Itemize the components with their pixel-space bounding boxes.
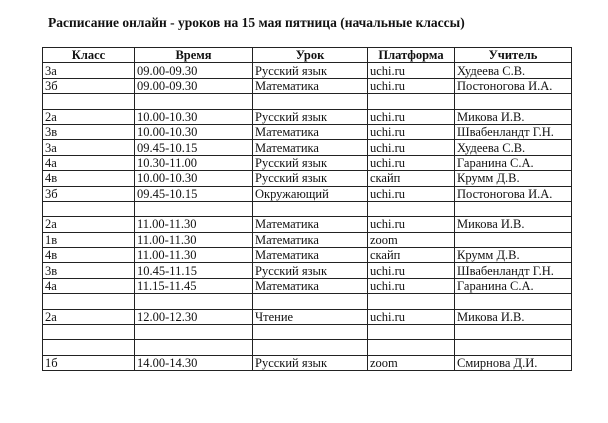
table-row bbox=[43, 201, 572, 216]
cell-lesson: Окружающий bbox=[253, 186, 368, 201]
cell-teacher: Гаранина С.А. bbox=[455, 155, 572, 170]
schedule-table bbox=[42, 47, 572, 371]
cell-teacher bbox=[455, 94, 572, 109]
cell-class bbox=[43, 201, 135, 216]
header-lesson: Урок bbox=[253, 48, 368, 63]
cell-time: 10.45-11.15 bbox=[135, 263, 253, 278]
cell-teacher: Худеева С.В. bbox=[455, 63, 572, 78]
cell-class: 3в bbox=[43, 124, 135, 139]
table-row bbox=[43, 340, 572, 355]
cell-time bbox=[135, 325, 253, 340]
cell-lesson bbox=[253, 340, 368, 355]
table-row bbox=[43, 217, 572, 232]
table-row bbox=[43, 278, 572, 293]
cell-lesson: Математика bbox=[253, 278, 368, 293]
cell-platform bbox=[368, 294, 455, 309]
table-row bbox=[43, 263, 572, 278]
table-row bbox=[43, 124, 572, 139]
schedule-body bbox=[43, 63, 572, 371]
cell-class bbox=[43, 294, 135, 309]
cell-platform bbox=[368, 94, 455, 109]
cell-lesson: Математика bbox=[253, 78, 368, 93]
cell-time: 12.00-12.30 bbox=[135, 309, 253, 324]
table-row bbox=[43, 232, 572, 247]
cell-class: 1б bbox=[43, 355, 135, 370]
cell-teacher bbox=[455, 232, 572, 247]
cell-lesson: Математика bbox=[253, 232, 368, 247]
cell-time bbox=[135, 201, 253, 216]
cell-class: 3а bbox=[43, 140, 135, 155]
table-row bbox=[43, 140, 572, 155]
cell-teacher: Смирнова Д.И. bbox=[455, 355, 572, 370]
cell-lesson: Математика bbox=[253, 248, 368, 263]
cell-time: 09.00-09.30 bbox=[135, 63, 253, 78]
cell-lesson: Математика bbox=[253, 217, 368, 232]
cell-lesson: Русский язык bbox=[253, 171, 368, 186]
cell-time: 11.00-11.30 bbox=[135, 248, 253, 263]
cell-platform: uchi.ru bbox=[368, 109, 455, 124]
cell-platform: uchi.ru bbox=[368, 186, 455, 201]
cell-class: 4а bbox=[43, 278, 135, 293]
table-row bbox=[43, 155, 572, 170]
cell-time bbox=[135, 294, 253, 309]
cell-class: 4в bbox=[43, 171, 135, 186]
cell-class bbox=[43, 340, 135, 355]
cell-lesson: Математика bbox=[253, 140, 368, 155]
cell-platform: uchi.ru bbox=[368, 124, 455, 139]
cell-lesson: Чтение bbox=[253, 309, 368, 324]
table-row bbox=[43, 63, 572, 78]
cell-lesson: Математика bbox=[253, 124, 368, 139]
cell-class bbox=[43, 94, 135, 109]
cell-time: 11.15-11.45 bbox=[135, 278, 253, 293]
cell-time: 09.45-10.15 bbox=[135, 140, 253, 155]
cell-lesson: Русский язык bbox=[253, 355, 368, 370]
cell-platform: zoom bbox=[368, 232, 455, 247]
table-row bbox=[43, 186, 572, 201]
header-teacher: Учитель bbox=[455, 48, 572, 63]
cell-class: 4в bbox=[43, 248, 135, 263]
cell-time: 11.00-11.30 bbox=[135, 217, 253, 232]
cell-teacher: Микова И.В. bbox=[455, 309, 572, 324]
cell-platform: скайп bbox=[368, 248, 455, 263]
table-row bbox=[43, 248, 572, 263]
cell-platform bbox=[368, 325, 455, 340]
cell-teacher bbox=[455, 340, 572, 355]
cell-time: 10.00-10.30 bbox=[135, 109, 253, 124]
cell-teacher: Постоногова И.А. bbox=[455, 186, 572, 201]
cell-platform: скайп bbox=[368, 171, 455, 186]
cell-time: 09.00-09.30 bbox=[135, 78, 253, 93]
table-row bbox=[43, 109, 572, 124]
cell-time: 09.45-10.15 bbox=[135, 186, 253, 201]
cell-class: 3в bbox=[43, 263, 135, 278]
cell-lesson: Русский язык bbox=[253, 63, 368, 78]
cell-class bbox=[43, 325, 135, 340]
page-title: Расписание онлайн - уроков на 15 мая пятница (начальные классы) bbox=[48, 15, 465, 30]
cell-time bbox=[135, 94, 253, 109]
cell-platform: uchi.ru bbox=[368, 155, 455, 170]
cell-teacher: Крумм Д.В. bbox=[455, 248, 572, 263]
table-row bbox=[43, 94, 572, 109]
cell-platform: uchi.ru bbox=[368, 278, 455, 293]
table-row bbox=[43, 309, 572, 324]
cell-time: 14.00-14.30 bbox=[135, 355, 253, 370]
cell-teacher bbox=[455, 201, 572, 216]
cell-teacher: Гаранина С.А. bbox=[455, 278, 572, 293]
cell-lesson bbox=[253, 94, 368, 109]
cell-time: 11.00-11.30 bbox=[135, 232, 253, 247]
cell-teacher: Швабенландт Г.Н. bbox=[455, 263, 572, 278]
header-row bbox=[43, 48, 572, 63]
cell-platform bbox=[368, 340, 455, 355]
cell-teacher bbox=[455, 325, 572, 340]
cell-platform: uchi.ru bbox=[368, 63, 455, 78]
cell-platform: uchi.ru bbox=[368, 78, 455, 93]
cell-time: 10.00-10.30 bbox=[135, 124, 253, 139]
cell-class: 3б bbox=[43, 78, 135, 93]
cell-teacher: Микова И.В. bbox=[455, 109, 572, 124]
table-row bbox=[43, 325, 572, 340]
cell-time: 10.30-11.00 bbox=[135, 155, 253, 170]
cell-platform: uchi.ru bbox=[368, 263, 455, 278]
cell-platform: uchi.ru bbox=[368, 140, 455, 155]
table-row bbox=[43, 171, 572, 186]
header-time: Время bbox=[135, 48, 253, 63]
cell-platform: uchi.ru bbox=[368, 217, 455, 232]
cell-class: 3б bbox=[43, 186, 135, 201]
cell-lesson bbox=[253, 201, 368, 216]
cell-lesson: Русский язык bbox=[253, 263, 368, 278]
cell-lesson: Русский язык bbox=[253, 155, 368, 170]
cell-class: 3а bbox=[43, 63, 135, 78]
header-platform: Платформа bbox=[368, 48, 455, 63]
cell-teacher: Крумм Д.В. bbox=[455, 171, 572, 186]
table-row bbox=[43, 78, 572, 93]
cell-class: 4а bbox=[43, 155, 135, 170]
cell-platform bbox=[368, 201, 455, 216]
cell-lesson: Русский язык bbox=[253, 109, 368, 124]
cell-platform: uchi.ru bbox=[368, 309, 455, 324]
cell-class: 2а bbox=[43, 109, 135, 124]
cell-teacher: Худеева С.В. bbox=[455, 140, 572, 155]
cell-time: 10.00-10.30 bbox=[135, 171, 253, 186]
cell-time bbox=[135, 340, 253, 355]
cell-teacher: Постоногова И.А. bbox=[455, 78, 572, 93]
table-row bbox=[43, 355, 572, 370]
table-row bbox=[43, 294, 572, 309]
cell-teacher bbox=[455, 294, 572, 309]
cell-lesson bbox=[253, 294, 368, 309]
cell-lesson bbox=[253, 325, 368, 340]
cell-teacher: Швабенландт Г.Н. bbox=[455, 124, 572, 139]
cell-class: 2а bbox=[43, 309, 135, 324]
cell-teacher: Микова И.В. bbox=[455, 217, 572, 232]
header-class: Класс bbox=[43, 48, 135, 63]
cell-class: 1в bbox=[43, 232, 135, 247]
cell-platform: zoom bbox=[368, 355, 455, 370]
cell-class: 2а bbox=[43, 217, 135, 232]
